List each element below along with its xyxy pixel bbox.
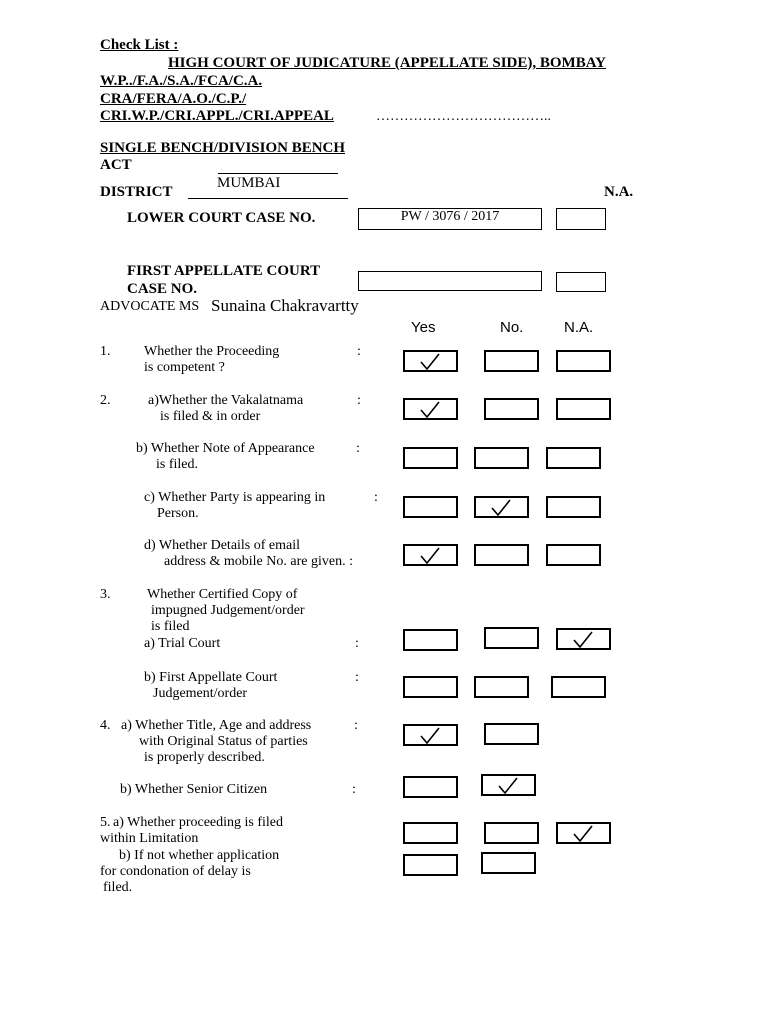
question-text-line: is competent ?	[144, 360, 225, 375]
question-text-line: d) Whether Details of email	[144, 538, 301, 553]
question-text-line: with Original Status of parties	[139, 734, 308, 749]
na-label: N.A.	[604, 184, 634, 200]
question-text-line: b) If not whether application	[119, 848, 280, 863]
checkbox-na[interactable]	[556, 628, 611, 650]
checkbox-no[interactable]	[474, 676, 529, 698]
column-yes: Yes	[411, 319, 436, 336]
lower-court-extra-field[interactable]	[556, 208, 606, 230]
question-colon: :	[357, 393, 361, 408]
checkbox-na[interactable]	[546, 544, 601, 566]
checkbox-yes[interactable]	[403, 854, 458, 876]
court-name: HIGH COURT OF JUDICATURE (APPELLATE SIDE), BOMBAY	[168, 55, 606, 71]
case-types-line-1: W.P../F.A./S.A./FCA/C.A.	[100, 73, 263, 89]
checkbox-no[interactable]	[484, 627, 539, 649]
checkbox-no[interactable]	[474, 544, 529, 566]
checkbox-no[interactable]	[481, 852, 536, 874]
case-types-dots: ………………………………..	[376, 109, 551, 124]
question-text-line: a) Whether proceeding is filed	[113, 815, 284, 830]
checkbox-na[interactable]	[546, 447, 601, 469]
checkbox-na[interactable]	[551, 676, 606, 698]
checklist-title: Check List :	[100, 37, 179, 53]
district-label: DISTRICT	[100, 184, 173, 200]
district-value: MUMBAI	[217, 175, 281, 191]
question-text-line: filed.	[103, 880, 133, 895]
first-appellate-label-2: CASE NO.	[127, 281, 198, 297]
checkbox-no[interactable]	[484, 723, 539, 745]
checkbox-no[interactable]	[484, 822, 539, 844]
question-text-line: is properly described.	[144, 750, 265, 765]
checkbox-yes[interactable]	[403, 724, 458, 746]
question-text-line: c) Whether Party is appearing in	[144, 490, 326, 505]
question-number: 2.	[100, 393, 111, 408]
question-text-line: within Limitation	[100, 831, 199, 846]
advocate-label: ADVOCATE MS	[100, 299, 200, 314]
lower-court-label: LOWER COURT CASE NO.	[127, 210, 316, 226]
checkbox-na[interactable]	[556, 350, 611, 372]
act-label: ACT	[100, 157, 132, 173]
question-text-line: a) Whether Title, Age and address	[121, 718, 312, 733]
question-colon: :	[354, 718, 358, 733]
checkbox-no[interactable]	[474, 447, 529, 469]
question-number: 1.	[100, 344, 111, 359]
question-colon: :	[357, 344, 361, 359]
lower-court-case-field[interactable]: PW / 3076 / 2017	[358, 208, 542, 230]
question-text-line: b) Whether Note of Appearance	[136, 441, 315, 456]
question-text-line: is filed.	[156, 457, 198, 472]
bench-label: SINGLE BENCH/DIVISION BENCH	[100, 140, 346, 156]
question-text-line: Whether Certified Copy of	[147, 587, 298, 602]
question-text-line: Person.	[157, 506, 199, 521]
question-text-line: a)Whether the Vakalatnama	[148, 393, 304, 408]
checkbox-yes[interactable]	[403, 350, 458, 372]
checkbox-yes[interactable]	[403, 544, 458, 566]
act-field-line[interactable]	[218, 173, 338, 174]
case-types-line-3: CRI.W.P./CRI.APPL./CRI.APPEAL	[100, 108, 334, 124]
checkbox-yes[interactable]	[403, 398, 458, 420]
question-colon: :	[352, 782, 356, 797]
question-text-line: b) Whether Senior Citizen	[120, 782, 268, 797]
case-types-line-2: CRA/FERA/A.O./C.P./	[100, 91, 247, 107]
checkbox-yes[interactable]	[403, 629, 458, 651]
first-appellate-extra-field[interactable]	[556, 272, 606, 292]
checkbox-no[interactable]	[474, 496, 529, 518]
question-colon: :	[374, 490, 378, 505]
checkbox-yes[interactable]	[403, 447, 458, 469]
question-text-line: is filed & in order	[160, 409, 261, 424]
first-appellate-case-field[interactable]	[358, 271, 542, 291]
checkbox-yes[interactable]	[403, 496, 458, 518]
checkbox-na[interactable]	[556, 822, 611, 844]
question-text-line: address & mobile No. are given. :	[164, 554, 353, 569]
advocate-name: Sunaina Chakravartty	[211, 296, 359, 315]
column-no: No.	[500, 319, 524, 336]
question-number: 4.	[100, 718, 111, 733]
question-colon: :	[356, 441, 360, 456]
question-colon: :	[355, 636, 359, 651]
question-number: 3.	[100, 587, 111, 602]
question-colon: :	[355, 670, 359, 685]
checkbox-no[interactable]	[484, 398, 539, 420]
checkbox-na[interactable]	[546, 496, 601, 518]
question-text-line: impugned Judgement/order	[151, 603, 305, 618]
first-appellate-label-1: FIRST APPELLATE COURT	[127, 263, 321, 279]
checkbox-no[interactable]	[481, 774, 536, 796]
question-number: 5.	[100, 815, 111, 830]
checkbox-yes[interactable]	[403, 676, 458, 698]
column-na: N.A.	[564, 319, 594, 336]
district-field-line[interactable]	[188, 198, 348, 199]
question-text-line: a) Trial Court	[144, 636, 221, 651]
checkbox-yes[interactable]	[403, 776, 458, 798]
checkbox-no[interactable]	[484, 350, 539, 372]
checkbox-na[interactable]	[556, 398, 611, 420]
checkbox-yes[interactable]	[403, 822, 458, 844]
question-text-line: for condonation of delay is	[100, 864, 251, 879]
question-text-line: b) First Appellate Court	[144, 670, 278, 685]
question-text-line: is filed	[151, 619, 190, 634]
question-text-line: Whether the Proceeding	[144, 344, 280, 359]
question-text-line: Judgement/order	[153, 686, 248, 701]
